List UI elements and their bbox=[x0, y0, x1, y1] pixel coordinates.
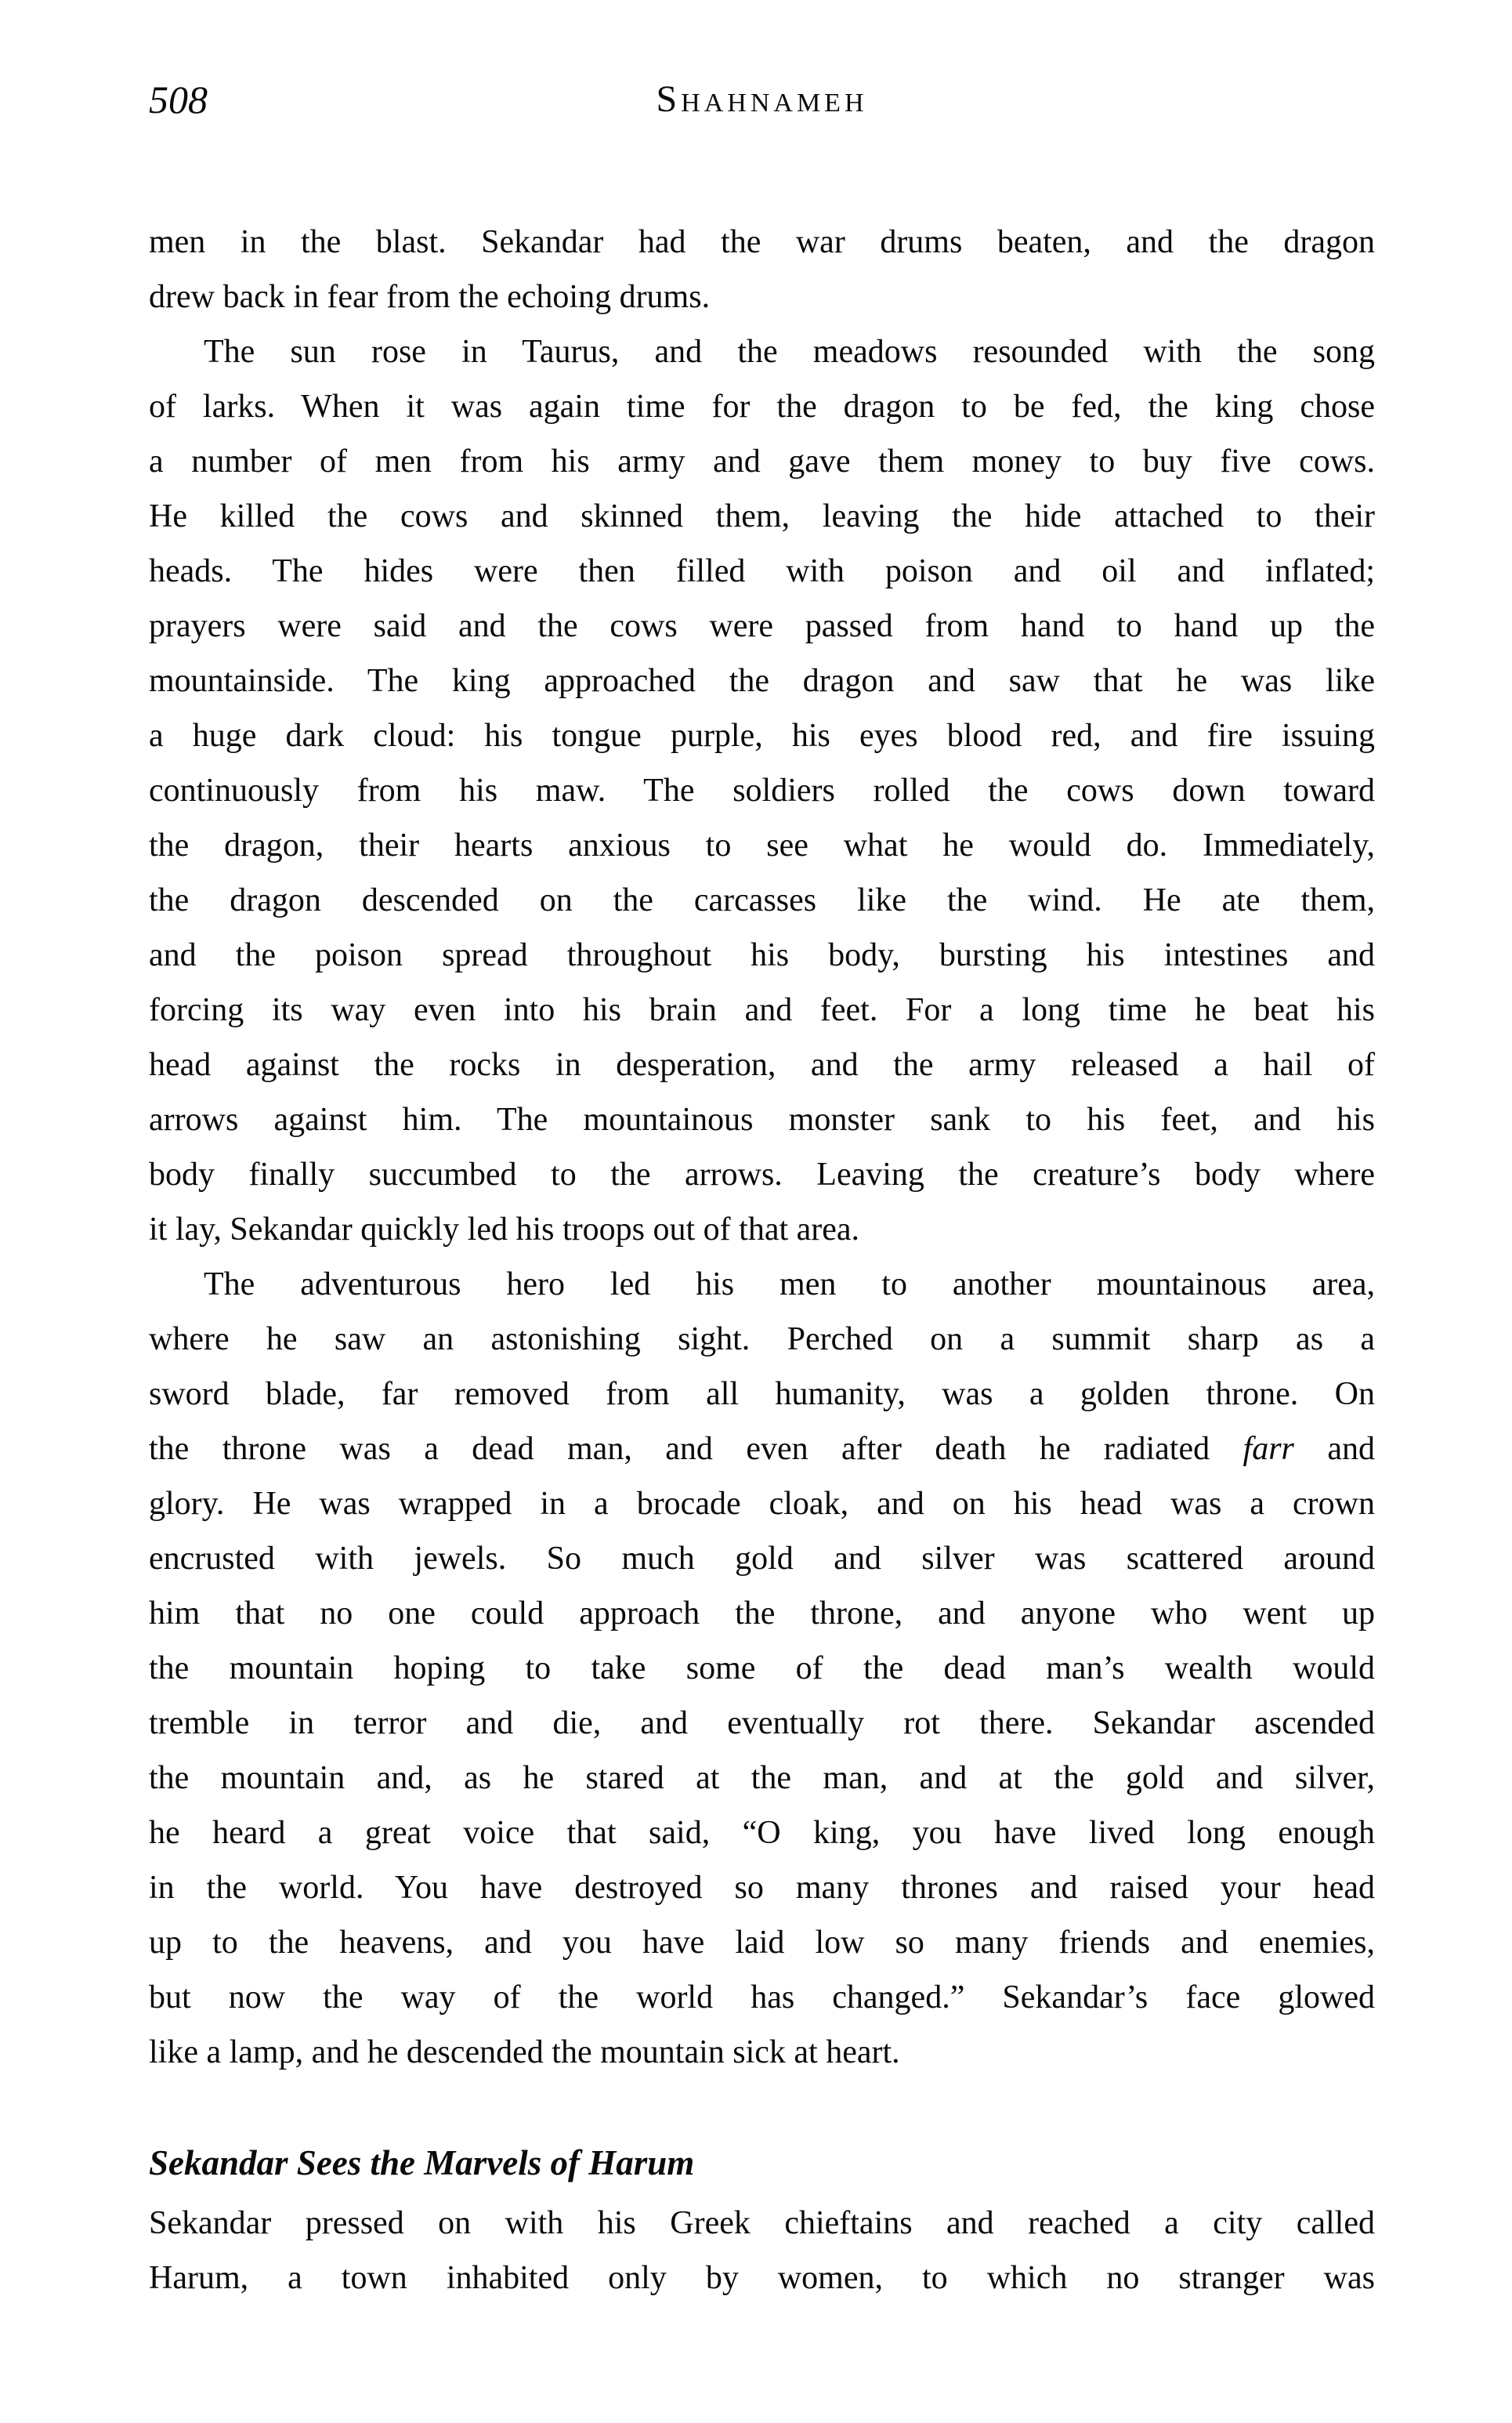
text-segment: a number of men from his army and gave them money to buy five cows. bbox=[149, 444, 1375, 480]
text-segment: the mountain and, as he stared at the man, and at the gold and silver, bbox=[149, 1760, 1375, 1796]
text-line bbox=[149, 1860, 1375, 1915]
text-segment: and bbox=[1293, 1431, 1375, 1467]
text-line bbox=[149, 763, 1375, 818]
text-line bbox=[149, 818, 1375, 873]
page-header bbox=[149, 76, 1375, 125]
text-line bbox=[149, 1312, 1375, 1367]
text-line bbox=[149, 928, 1375, 983]
paragraph bbox=[149, 1257, 1375, 2080]
text-line bbox=[149, 1586, 1375, 1641]
text-segment: and the poison spread throughout his body, bursting his intestines and bbox=[149, 937, 1375, 973]
text-segment: mountainside. The king approached the dragon and saw that he was like bbox=[149, 663, 1375, 699]
text-segment: Harum, a town inhabited only by women, to which no stranger was bbox=[149, 2260, 1375, 2296]
text-segment: prayers were said and the cows were passed from hand to hand up the bbox=[149, 608, 1375, 644]
text-segment: continuously from his maw. The soldiers rolled the cows down toward bbox=[149, 773, 1375, 809]
text-line bbox=[149, 2025, 1375, 2080]
text-segment: like a lamp, and he descended the mountain sick at heart. bbox=[149, 2034, 900, 2070]
paragraph bbox=[149, 215, 1375, 324]
text-line bbox=[149, 1641, 1375, 1696]
text-line bbox=[149, 1476, 1375, 1531]
text-line bbox=[149, 2251, 1375, 2305]
text-line bbox=[149, 544, 1375, 599]
text-line bbox=[149, 708, 1375, 763]
text-segment: it lay, Sekandar quickly led his troops out of that area. bbox=[149, 1212, 860, 1248]
text-line bbox=[149, 873, 1375, 928]
text-line bbox=[149, 983, 1375, 1038]
text-line bbox=[149, 1147, 1375, 1202]
text-segment: but now the way of the world has changed.” Sekandar’s face glowed bbox=[149, 1979, 1375, 2016]
text-segment: the dragon, their hearts anxious to see what he would do. Immediately, bbox=[149, 828, 1375, 864]
text-line bbox=[149, 1202, 1375, 1257]
text-segment: forcing its way even into his brain and feet. For a long time he beat his bbox=[149, 992, 1375, 1028]
text-line bbox=[149, 1696, 1375, 1751]
page-number: 508 bbox=[149, 78, 208, 121]
running-title: Shahnameh bbox=[656, 78, 868, 120]
paragraph bbox=[149, 2196, 1375, 2305]
text-segment: in the world. You have destroyed so many thrones and raised your head bbox=[149, 1870, 1375, 1906]
text-line bbox=[149, 1367, 1375, 1422]
text-line bbox=[149, 2196, 1375, 2251]
text-segment: glory. He was wrapped in a brocade cloak, and on his head was a crown bbox=[149, 1486, 1375, 1522]
body-text bbox=[149, 215, 1375, 2305]
text-line bbox=[149, 599, 1375, 654]
text-segment: him that no one could approach the throne, and anyone who went up bbox=[149, 1595, 1375, 1632]
text-segment: where he saw an astonishing sight. Perched on a summit sharp as a bbox=[149, 1321, 1375, 1357]
text-segment: encrusted with jewels. So much gold and silver was scattered around bbox=[149, 1541, 1375, 1577]
text-segment: of larks. When it was again time for the dragon to be fed, the king chose bbox=[149, 389, 1375, 425]
text-segment: the throne was a dead man, and even after death he radiated bbox=[149, 1431, 1243, 1467]
text-segment: the dragon descended on the carcasses like the wind. He ate them, bbox=[149, 882, 1375, 918]
text-segment: body finally succumbed to the arrows. Leaving the creature’s body where bbox=[149, 1157, 1375, 1193]
text-line bbox=[149, 489, 1375, 544]
text-line bbox=[149, 1422, 1375, 1476]
text-segment: He killed the cows and skinned them, leaving the hide attached to their bbox=[149, 498, 1375, 534]
text-segment: drew back in fear from the echoing drums. bbox=[149, 279, 711, 315]
text-line bbox=[149, 324, 1375, 379]
paragraph bbox=[149, 324, 1375, 1257]
text-segment: The adventurous hero led his men to another mountainous area, bbox=[204, 1266, 1375, 1302]
text-segment: head against the rocks in desperation, and the army released a hail of bbox=[149, 1047, 1375, 1083]
text-segment: a huge dark cloud: his tongue purple, his eyes blood red, and fire issuing bbox=[149, 718, 1375, 754]
text-line bbox=[149, 1970, 1375, 2025]
text-segment: sword blade, far removed from all humanity, was a golden throne. On bbox=[149, 1376, 1375, 1412]
text-line bbox=[149, 1038, 1375, 1092]
text-segment: arrows against him. The mountainous monster sank to his feet, and his bbox=[149, 1102, 1375, 1138]
text-segment: Sekandar pressed on with his Greek chieftains and reached a city called bbox=[149, 2205, 1375, 2241]
text-segment: up to the heavens, and you have laid low so many friends and enemies, bbox=[149, 1925, 1375, 1961]
text-line bbox=[149, 379, 1375, 434]
text-segment: The sun rose in Taurus, and the meadows resounded with the song bbox=[204, 334, 1375, 370]
text-line bbox=[149, 1531, 1375, 1586]
text-line bbox=[149, 1092, 1375, 1147]
text-line bbox=[149, 215, 1375, 270]
text-line bbox=[149, 1257, 1375, 1312]
italic-term: farr bbox=[1243, 1431, 1294, 1467]
text-segment: heads. The hides were then filled with poison and oil and inflated; bbox=[149, 553, 1375, 589]
text-line bbox=[149, 1751, 1375, 1805]
text-line bbox=[149, 434, 1375, 489]
section-heading: Sekandar Sees the Marvels of Harum bbox=[149, 2143, 695, 2182]
text-segment: he heard a great voice that said, “O king, you have lived long enough bbox=[149, 1815, 1375, 1851]
text-line bbox=[149, 654, 1375, 708]
text-segment: the mountain hoping to take some of the dead man’s wealth would bbox=[149, 1650, 1375, 1686]
text-line bbox=[149, 1915, 1375, 1970]
text-segment: tremble in terror and die, and eventually rot there. Sekandar ascended bbox=[149, 1705, 1375, 1741]
text-line bbox=[149, 270, 1375, 324]
text-line bbox=[149, 1805, 1375, 1860]
text-segment: men in the blast. Sekandar had the war drums beaten, and the dragon bbox=[149, 224, 1375, 260]
